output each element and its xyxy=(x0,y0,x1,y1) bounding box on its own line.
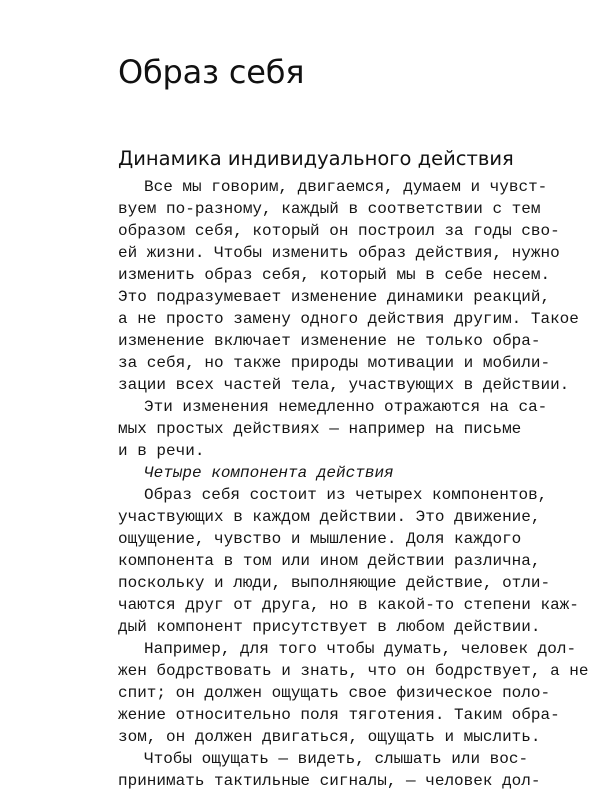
text-line: жен бодрствовать и знать, что он бодрствует, а не xyxy=(118,662,589,680)
text-line: мых простых действиях — например на письме xyxy=(118,420,522,438)
text-line: зации всех частей тела, участвующих в действии. xyxy=(118,376,570,394)
text-line: Эти изменения немедленно отражаются на са- xyxy=(144,398,548,416)
text-line: Это подразумевает изменение динамики реакций, xyxy=(118,288,551,306)
text-line: Все мы говорим, двигаемся, думаем и чувст- xyxy=(144,178,548,196)
text-line: спит; он должен ощущать свое физическое поло- xyxy=(118,684,551,702)
text-line: чаются друг от друга, но в какой-то степени каж- xyxy=(118,596,579,614)
text-line: участвующих в каждом действии. Это движение, xyxy=(118,508,541,526)
text-line: ощущение, чувство и мышление. Доля каждого xyxy=(118,530,522,548)
body-text xyxy=(118,176,589,792)
text-line: дый компонент присутствует в любом действии. xyxy=(118,618,541,636)
text-line: вуем по-разному, каждый в соответствии с тем xyxy=(118,200,541,218)
text-line: изменить образ себя, который мы в себе несем. xyxy=(118,266,551,284)
text-line: Например, для того чтобы думать, человек дол- xyxy=(144,640,577,658)
subheading-italic: Четыре компонента действия xyxy=(144,464,394,482)
text-line: изменение включает изменение не только обра- xyxy=(118,332,541,350)
text-line: компонента в том или ином действии различна, xyxy=(118,552,541,570)
text-line: Чтобы ощущать — видеть, слышать или вос- xyxy=(144,750,529,768)
text-line: образом себя, который он построил за годы сво- xyxy=(118,222,560,240)
chapter-title: Образ себя xyxy=(118,53,305,91)
text-line: зом, он должен двигаться, ощущать и мыслить. xyxy=(118,728,541,746)
text-line: а не просто замену одного действия другим. Такое xyxy=(118,310,579,328)
text-line: Образ себя состоит из четырех компонентов, xyxy=(144,486,548,504)
text-line: ей жизни. Чтобы изменить образ действия, нужно xyxy=(118,244,560,262)
text-line: жение относительно поля тяготения. Таким обра- xyxy=(118,706,560,724)
section-title: Динамика индивидуального действия xyxy=(118,147,514,170)
text-line: и в речи. xyxy=(118,442,205,460)
text-line: поскольку и люди, выполняющие действие, отли- xyxy=(118,574,551,592)
text-line: принимать тактильные сигналы, — человек дол- xyxy=(118,772,541,790)
text-line: за себя, но также природы мотивации и мобили- xyxy=(118,354,551,372)
